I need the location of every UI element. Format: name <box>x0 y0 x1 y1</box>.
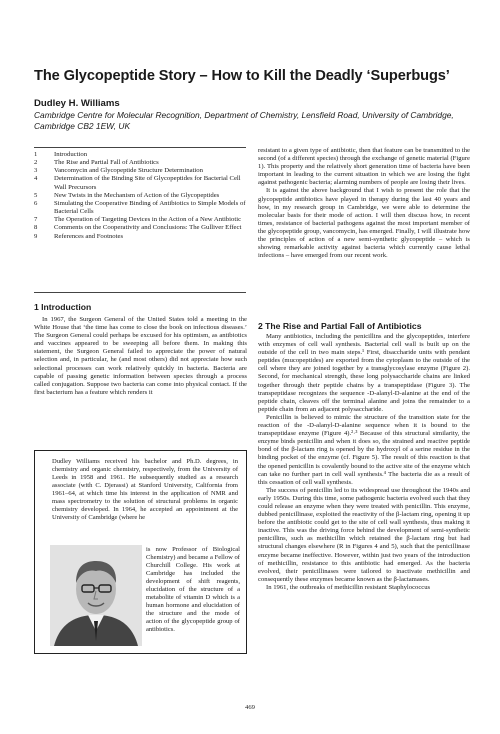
toc-item-title: Vancomycin and Glycopeptide Structure Determination <box>54 167 203 175</box>
toc-item-title: Comments on the Cooperativity and Conclusions: The Gulliver Effect <box>54 224 242 232</box>
toc-item-number: 9 <box>34 232 38 240</box>
toc-item <box>34 216 248 224</box>
toc-item <box>34 200 248 216</box>
author-bio-text: Dudley Williams received his bachelor and Ph.D. degrees, in chemistry and organic chemistry, respectively, from the University of Leeds in 1958 and 1961. He subsequently studied as a research associate (with C. Djerassi) at Stanford University, California from 1961–64, at which time his interest in the application of NMR and mass spectrometry to the solution of structural problems in organic chemistry developed. In 1964, he accepted an appointment at the University of Cambridge (where he <box>52 458 238 521</box>
introduction-paragraph: In 1967, the Surgeon General of the United States told a meeting in the White House that ‘the time has come to close the book on infectious diseases.’ The Surgeon General could perhaps be excused for his optimism, as antibiotics and vaccines appeared to be sweeping all before them. In making this statement, the Surgeon General failed to appreciate the power of natural selection and, in particular, he (and most others) did not appreciate how such selectional processes can work relatively quickly in bacteria. Bacteria are capable of passing genetic information between species through a process called conjugation. Suppose two bacteria can come into physical contact. If the first bacterium has a feature which renders it <box>34 316 247 396</box>
toc-item-title: The Rise and Partial Fall of Antibiotics <box>54 159 159 167</box>
section-2-paragraph-2: Penicillin is believed to mimic the structure of the transition state for the reaction of the -D-alanyl-D-alanine sequence when it is bound to the transpeptidase enzyme (Figure 4).²·³ Because of this structural similarity, the enzyme binds penicillin and when it does so, the strained and reactive peptide bond of the β-lactam ring is opened by the hydroxyl of a serine residue in the binding pocket of the enzyme (cf. Figure 5). The result of this reaction is that the opened penicillin is covalently bound to the active site of the enzyme which can take no further part in cell wall synthesis.⁴ The bacteria die as a result of this cessation of cell wall synthesis. <box>258 413 470 486</box>
toc-bottom-rule <box>34 292 246 293</box>
toc-item-number: 5 <box>34 191 38 199</box>
toc-item-title: The Operation of Targeting Devices in the Action of a New Antibiotic <box>54 216 242 224</box>
toc-item-number: 8 <box>34 224 38 232</box>
toc-item-number: 6 <box>34 199 38 207</box>
toc-item-title: Introduction <box>54 151 88 158</box>
toc-item-title: Simulating the Cooperative Binding of Antibiotics to Simple Models of Bacterial Cells <box>54 199 246 216</box>
toc-item <box>34 159 248 167</box>
section-2-paragraph-1: Many antibiotics, including the penicillins and the glycopeptides, interfere with enzymes of cell wall synthesis. Bacterial cell wall is built up on the outside of the cell in two main steps.¹ First, disaccharide units with pendant peptides (mucopeptides) are exported from the cytoplasm to the outside of the cell where they are joined together by a transglycosylase enzyme (Figure 2). Second, for mechanical strength, these long polysaccharide chains are linked together through their peptide chains by a transpeptidase (Figure 3). The transpeptidase recognizes the sequence -D-alanyl-D-alanine at the end of the peptide chain, cleaves off the terminal alanine and joins the remainder to a peptide chain from an adjacent polysaccharide. <box>258 333 470 413</box>
toc-item-number: 4 <box>34 175 38 183</box>
introduction-text <box>34 316 247 397</box>
section-1-heading: 1 Introduction <box>34 302 92 312</box>
right-column-paragraph-1: resistant to a given type of antibiotic, then that feature can be transmitted to the second (of a different species) through the exchange of genetic material (Figure 1). This property and the relatively short generation time of bacteria have been important in leading to the current situation in which we are losing the fight against pathogenic bacteria; alarming numbers of people are losing their lives. <box>258 147 470 187</box>
toc-item <box>34 192 248 200</box>
author-bio-text-continued: is now Professor of Biological Chemistry) and became a Fellow of Churchill College. His work at Cambridge has included the development of shift reagents, elucidation of the structure of a metabolite of vitamin D which is a human hormone and elucidation of the structure and the mode of action of the glycopeptide group of antibiotics. <box>146 546 240 633</box>
page-number: 469 <box>245 704 255 711</box>
section-2-text <box>258 333 470 592</box>
table-of-contents <box>34 151 248 241</box>
toc-item <box>34 224 248 232</box>
toc-item <box>34 167 248 175</box>
section-2-heading: 2 The Rise and Partial Fall of Antibiotics <box>258 321 422 331</box>
toc-item-title: New Twists in the Mechanism of Action of the Glycopeptides <box>54 191 220 199</box>
toc-item-number: 3 <box>34 167 38 175</box>
toc-item-number: 2 <box>34 159 38 167</box>
toc-item-title: Determination of the Binding Site of Glycopeptides for Bacterial Cell Wall Precursors <box>54 175 241 191</box>
author-name: Dudley H. Williams <box>34 98 120 109</box>
toc-top-rule <box>34 147 246 148</box>
toc-item-number: 1 <box>34 151 38 158</box>
toc-item <box>34 151 248 159</box>
section-2-paragraph-3: The success of penicillin led to its widespread use throughout the 1940s and early 1950s. During this time, some pathogenic bacteria evolved such that they could release an enzyme when they were treated with penicillin. This enzyme, dubbed penicillinase, exploited the reactivity of the β-lactam ring, opening it up before the antibiotic could get to the site of cell wall synthesis, thus making it inactive. This was the driving force behind the development of semi-synthetic penicillins, such as methicillin which retained the β-lactam ring but had structural changes elsewhere (R in Figures 4 and 5), such that the penicillinase enzyme became ineffective. However, within just two years of the introduction of methicillin, resistance to this antibiotic had emerged. As the bacteria evolved, their penicillinases were tailored to inactivate methicillin and consequently these enzymes became known as the β-lactamases. <box>258 486 470 583</box>
right-column-paragraph-2: It is against the above background that I wish to present the role that the glycopeptide antibiotics have played in therapy during the last 40 years and how, in my research group in Cambridge, we were able to determine the molecular basis for their mode of action. I will then discuss how, in recent times, resistance of bacterial pathogens against the most important member of the glycopeptide group, vancomycin, has emerged. Finally, I will illustrate how the principles of action of a new semi-synthetic glycopeptide – which is showing remarkable activity against bacteria which currently cause lethal infections – have emerged from our recent work. <box>258 187 470 260</box>
toc-item <box>34 175 248 191</box>
section-2-paragraph-4: In 1961, the outbreaks of methicillin resistant Staphylococcus <box>266 583 431 591</box>
toc-item-title: References and Footnotes <box>54 232 124 240</box>
article-title: The Glycopeptide Story – How to Kill the Deadly ‘Superbugs’ <box>34 68 450 84</box>
right-column-text <box>258 147 470 260</box>
author-photo <box>50 545 142 646</box>
author-affiliation: Cambridge Centre for Molecular Recognition, Department of Chemistry, Lensfield Road, University of Cambridge, Cambridge CB2 1EW, UK <box>34 110 454 131</box>
toc-item-number: 7 <box>34 216 38 224</box>
toc-item <box>34 233 248 241</box>
